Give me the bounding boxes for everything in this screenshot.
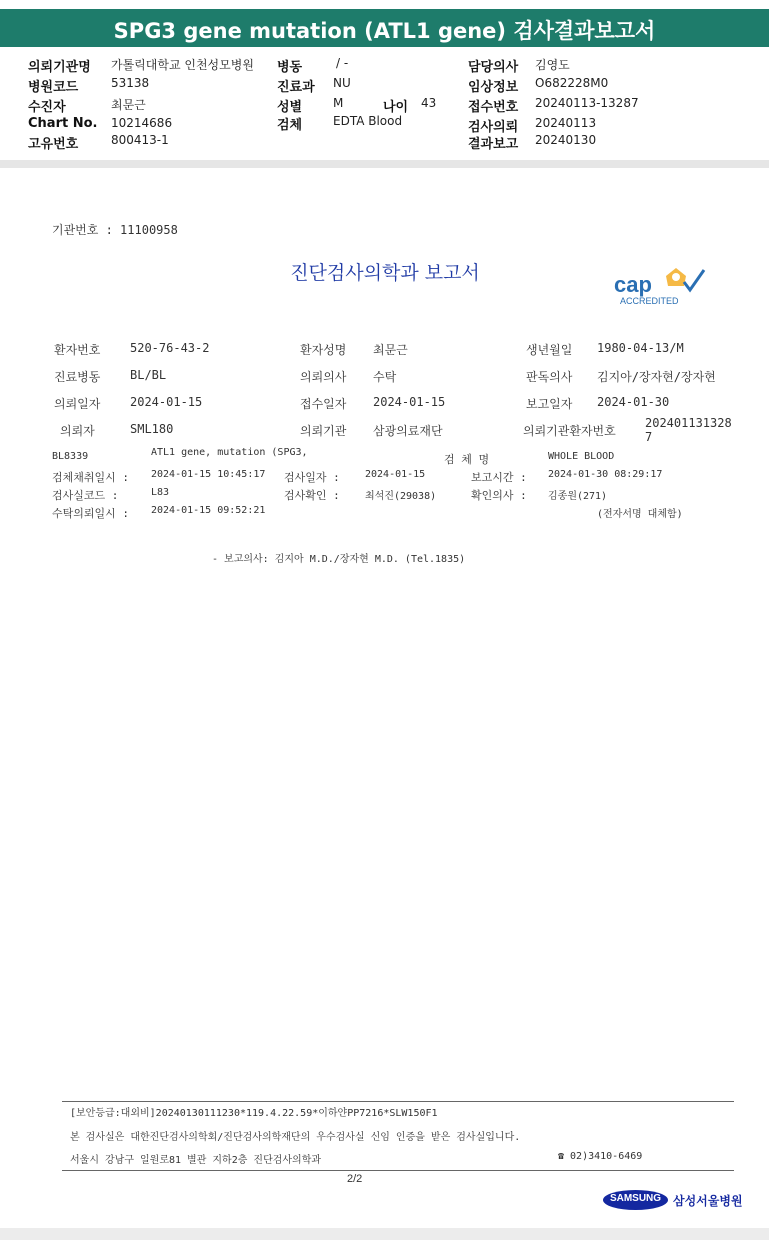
label-reading-doctor: 판독의사 [526,370,573,384]
footer-bottom-rule [62,1170,734,1171]
label-hospital-code: 병원코드 [28,80,79,95]
value-clinical-info: O682228M0 [535,76,609,90]
value-chart-no: 10214686 [111,116,173,130]
confirm-doctor-value: 김종원(271) [548,491,608,502]
certification-statement: 본 검사실은 대한진단검사의학회/진단검사의학재단의 우수검사실 신임 인증을 받은 검사실입니다. [70,1132,521,1143]
collect-time-label: 검체채취일시 : [52,471,130,484]
page-bottom-strip [0,1228,769,1240]
lab-phone: ☎ 02)3410-6469 [558,1151,643,1162]
label-ward: 병동 [277,60,303,75]
value-accession-no: 20240113-13287 [535,96,639,110]
value-specimen: EDTA Blood [333,114,403,128]
report-time-label: 보고시간 : [471,471,527,484]
report-time-value: 2024-01-30 08:29:17 [548,469,663,480]
test-name: ATL1 gene, mutation (SPG3, [151,447,308,458]
label-receipt-date: 접수일자 [300,397,347,411]
label-report-date: 보고일자 [526,397,573,411]
label-attending-doctor: 담당의사 [468,60,519,75]
label-chart-no: Chart No. [28,116,98,131]
footer-top-rule [62,1101,734,1102]
specimen-name-value: WHOLE BLOOD [548,451,615,462]
value-result-report: 20240130 [535,133,597,147]
label-org-patient-no: 의뢰기관환자번호 [523,424,616,438]
lab-address: 서울시 강남구 일원로81 별관 지하2층 진단검사의학과 [70,1155,322,1166]
value-receipt-date: 2024-01-15 [373,395,446,409]
label-result-report: 결과보고 [468,137,519,152]
value-reading-doctor: 김지아/장자현/장자현 [597,370,716,384]
label-test-request: 검사의뢰 [468,120,519,135]
label-specimen: 검체 [277,118,303,133]
label-patient: 수진자 [28,100,66,115]
value-care-ward: BL/BL [130,368,167,382]
value-department: NU [333,76,351,90]
test-date-label: 검사일자 : [284,471,340,484]
test-confirm-label: 검사확인 : [284,489,340,502]
institution-number: 기관번호 : 11100958 [52,223,178,237]
value-age: 43 [421,96,437,110]
value-org-patient-no-cont: 7 [645,430,653,444]
test-confirm-value: 최석진(29038) [365,491,437,502]
value-attending-doctor: 김영도 [535,58,570,72]
value-hospital-code: 53138 [111,76,150,90]
label-accession-no: 접수번호 [468,100,519,115]
label-care-ward: 진료병동 [54,370,101,384]
label-request-date: 의뢰일자 [54,397,101,411]
report-title: 진단검사의학과 보고서 [290,262,480,284]
label-clinical-info: 임상정보 [468,80,519,95]
value-sex: M [333,96,344,110]
specimen-name-label: 검 체 명 [444,453,490,466]
cap-accredited-text: ACCREDITED [620,296,679,306]
label-requesting-org: 의뢰기관 [300,424,347,438]
value-unique-no: 800413-1 [111,133,169,147]
value-org-patient-no: 202401131328 [645,416,732,430]
samsung-wordmark: SAMSUNG [609,1193,662,1204]
label-requesting-institution: 의뢰기관명 [28,60,91,75]
label-birth-date: 생년월일 [526,343,573,357]
label-sex: 성별 [277,100,303,115]
cap-logo-text: cap [614,272,652,297]
label-requester: 의뢰자 [60,424,95,438]
label-patient-no: 환자번호 [54,343,101,357]
confirm-doctor-label: 확인의사 : [471,489,527,502]
value-requesting-doctor: 수탁 [373,370,397,384]
lab-code-value: L83 [151,487,170,498]
hospital-name: 삼성서울병원 [673,1194,743,1208]
label-unique-no: 고유번호 [28,137,79,152]
electronic-signature-note: (전자서명 대체함) [597,509,683,520]
consign-time-value: 2024-01-15 09:52:21 [151,505,266,516]
label-age: 나이 [383,100,409,115]
label-department: 진료과 [277,80,315,95]
value-test-request: 20240113 [535,116,597,130]
lab-code-label: 검사실코드 : [52,489,119,502]
value-requesting-org: 삼광의료재단 [373,424,443,438]
header-separator [0,160,769,168]
header-title: SPG3 gene mutation (ATL1 gene) 검사결과보고서 [113,19,656,43]
value-patient-name: 최문근 [373,343,408,357]
page-number: 2/2 [347,1173,363,1185]
value-requester: SML180 [130,422,174,436]
label-requesting-doctor: 의뢰의사 [300,370,347,384]
test-code: BL8339 [52,451,89,462]
value-birth-date: 1980-04-13/M [597,341,684,355]
value-ward: / - [336,56,349,70]
test-date-value: 2024-01-15 [365,469,426,480]
cap-accredited-logo [612,264,712,310]
samsung-hospital-logo [603,1190,743,1212]
value-report-date: 2024-01-30 [597,395,670,409]
value-patient: 최문근 [111,98,146,112]
consign-time-label: 수탁의뢰일시 : [52,507,130,520]
report-title-bar [0,9,769,47]
collect-time-value: 2024-01-15 10:45:17 [151,469,266,480]
value-request-date: 2024-01-15 [130,395,203,409]
security-stamp: [보안등급:대외비]20240130111230*119.4.22.59*이하얀PP7216*SLW150F1 [70,1108,438,1119]
label-patient-name: 환자성명 [300,343,347,357]
reporting-doctor-line: - 보고의사: 김지아 M.D./장자현 M.D. (Tel.1835) [212,554,466,565]
value-patient-no: 520-76-43-2 [130,341,210,355]
value-requesting-institution: 가톨릭대학교 인천성모병원 [111,58,254,72]
